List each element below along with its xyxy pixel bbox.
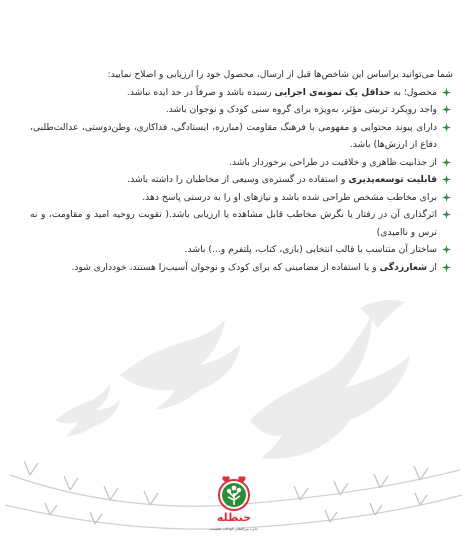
criteria-list xyxy=(30,84,453,277)
star-bullet-icon xyxy=(442,123,451,132)
dove-center xyxy=(120,320,240,410)
star-bullet-icon xyxy=(442,263,451,272)
criteria-text xyxy=(30,66,453,276)
list-item: اثرگذاری آن در رفتار یا نگرش مخاطب قابل مشاهده یا ارزیابی باشد.( تقویت روحیه امید و مقاومت، و نه ترس و ناامیدی) xyxy=(30,206,453,241)
list-item: از جذابیت ظاهری و خلاقیت در طراحی برخوردار باشد. xyxy=(30,154,453,172)
logo-tagline: جایزه بین‌المللی کودکان مقاومت xyxy=(209,527,259,531)
star-bullet-icon xyxy=(442,210,451,219)
list-item: برای مخاطب مشخص طراحی شده باشد و نیازهای او را به درستی پاسخ دهد. xyxy=(30,189,453,207)
dove-small-left xyxy=(55,384,120,436)
list-item: از شعارزدگی و یا استفاده از مضامینی که برای کودک و نوجوان آسیب‌زا هستند، خودداری شود. xyxy=(30,259,453,277)
star-bullet-icon xyxy=(442,158,451,167)
list-item: قابلیت توسعه‌پذیری و استفاده در گستره‌ی وسیعی از مخاطبان را داشته باشد. xyxy=(30,171,453,189)
star-bullet-icon xyxy=(442,193,451,202)
intro-text: شما می‌توانید براساس این شاخص‌ها قبل از ارسال، محصول خود را ارزیابی و اصلاح نمایید: xyxy=(107,69,453,80)
list-item: واجد رویکرد تربیتی مؤثر، به‌ویژه برای گروه سنی کودک و نوجوان باشد. xyxy=(30,101,453,119)
list-item: ساختار آن متناسب با قالب انتخابی (بازی، کتاب، پلتفرم و...) باشد. xyxy=(30,241,453,259)
dove-silhouettes xyxy=(55,300,410,459)
star-bullet-icon xyxy=(442,245,451,254)
tree-emblem-icon xyxy=(214,474,254,512)
hanzaleh-logo xyxy=(209,474,259,536)
star-bullet-icon xyxy=(442,88,451,97)
logo-wordmark: حنظله xyxy=(216,511,252,524)
dove-large-right xyxy=(250,315,410,459)
list-item: دارای پیوند محتوایی و مفهومی با فرهنگ مقاومت (مبارزه، ایستادگی، فداکاری، وطن‌دوستی، عدالت‌طلبی، دفاع از ارزش‌ها) باشد. xyxy=(30,119,453,154)
list-item: محصول؛ به حداقل یک نمونه‌ی اجرایی رسیده باشد و صرفاً در حد ایده نباشد. xyxy=(30,84,453,102)
star-bullet-icon xyxy=(442,175,451,184)
star-bullet-icon xyxy=(442,105,451,114)
